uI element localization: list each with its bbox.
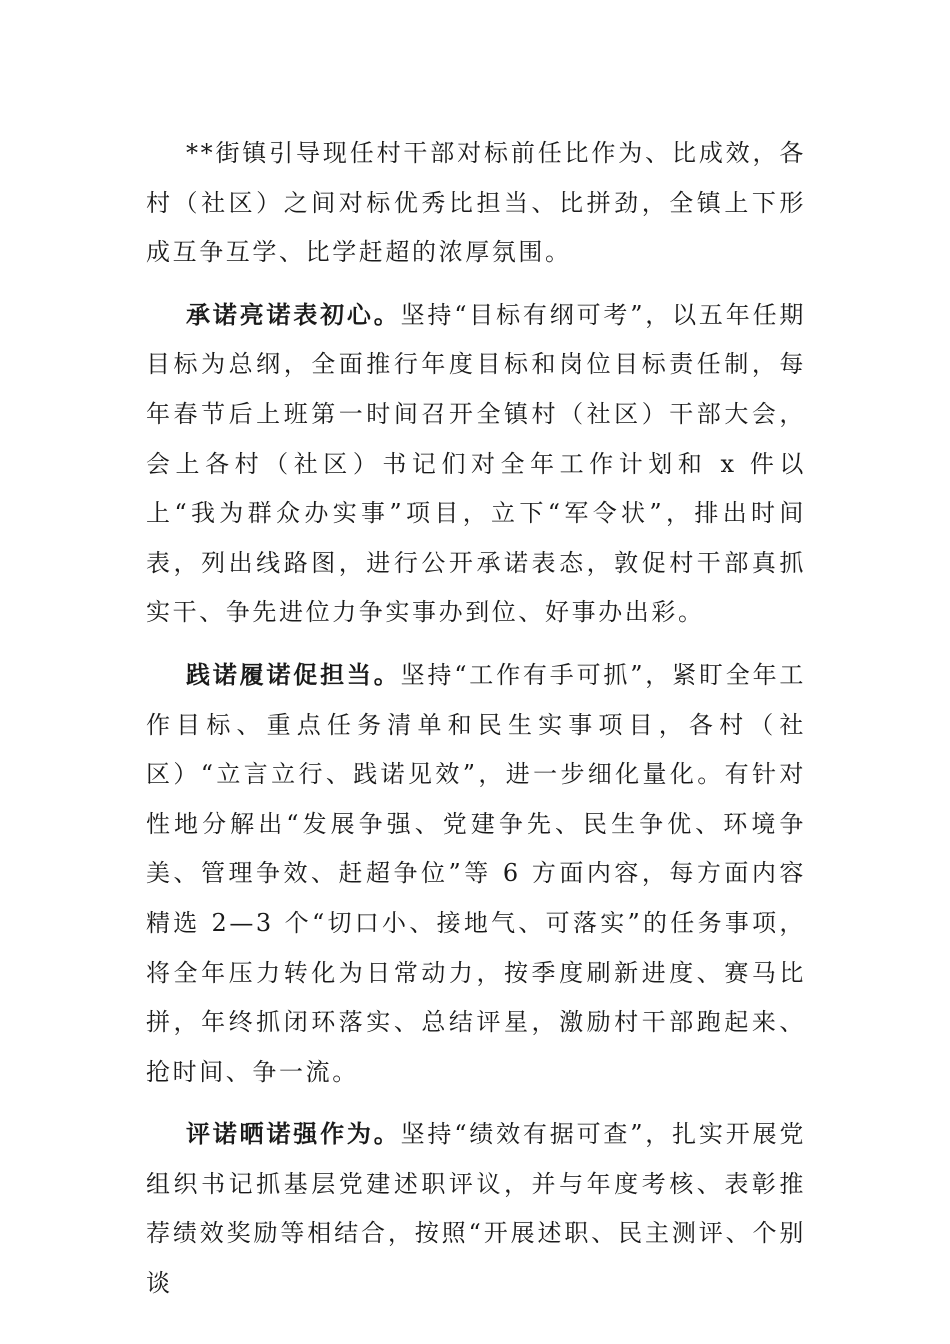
paragraph-text: **街镇引导现任村干部对标前任比作为、比成效，各村（社区）之间对标优秀比担当、比拼劲，全镇上下形成互争互学、比学赶超的浓厚氛围。 [146, 139, 806, 267]
paragraph-text: 坚持“绩效有据可查”，扎实开展党组织书记抓基层党建述职评议，并与年度考核、表彰推荐绩效奖励等相结合，按照“开展述职、民主测评、个别谈 [146, 1120, 806, 1298]
document-page [146, 128, 806, 1321]
paragraph-text: 坚持“工作有手可抓”，紧盯全年工作目标、重点任务清单和民生实事项目，各村（社区）“立言立行、践诺见效”，进一步细化量化。有针对性地分解出“发展争强、党建争先、民生争优、环境争美、管理争效、赶超争位”等 6 方面内容，每方面内容精选 2—3 个“切口小、接地气、可落实”的任务事项，将全年压力转化为日常动力，按季度刷新进度、赛马比拼，年终抓闭环落实、总结评星，激励村干部跑起来、抢时间、争一流。 [146, 660, 806, 1086]
paragraph-text: 坚持“目标有纲可考”，以五年任期目标为总纲，全面推行年度目标和岗位目标责任制，每年春节后上班第一时间召开全镇村（社区）干部大会，会上各村（社区）书记们对全年工作计划和 x 件以上“我为群众办实事”项目，立下“军令状”，排出时间表，列出线路图，进行公开承诺表态，敦促村干部真抓实干、争先进位力争实事办到位、好事办出彩。 [146, 300, 806, 627]
paragraph-lead: 践诺履诺促担当。 [186, 659, 401, 689]
paragraph-intro [146, 128, 806, 278]
paragraph-lead: 评诺晒诺强作为。 [186, 1119, 401, 1149]
paragraph-commitment [146, 290, 806, 638]
paragraph-fulfillment [146, 650, 806, 1097]
paragraph-evaluation [146, 1109, 806, 1308]
paragraph-lead: 承诺亮诺表初心。 [186, 299, 401, 329]
